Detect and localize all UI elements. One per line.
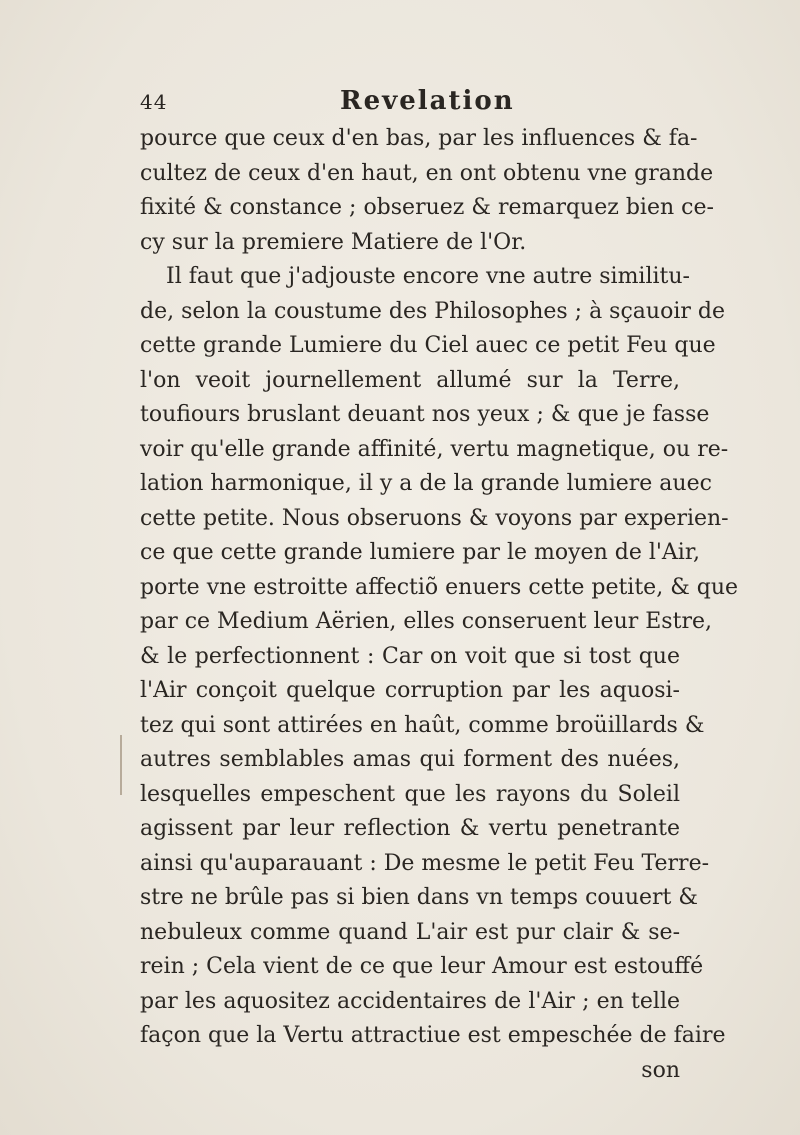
text-line: cy sur la premiere Matiere de l'Or. — [140, 229, 527, 255]
text-line: façon que la Vertu attractiue est empeschée de faire — [140, 1023, 726, 1048]
text-line: autres semblables amas qui forment des nuées, — [140, 747, 680, 772]
body-text — [140, 122, 739, 1088]
text-line: cultez de ceux d'en haut, en ont obtenu vne grande — [140, 160, 714, 186]
text-line: de, selon la coustume des Philosophes ; à sçauoir de — [140, 298, 725, 324]
text-line: agissent par leur reflection & vertu penetrante — [140, 816, 680, 841]
text-line: ce que cette grande lumiere par le moyen de l'Air, — [140, 540, 700, 565]
text-line: cette grande Lumiere du Ciel auec ce petit Feu que — [140, 333, 716, 358]
text-line: lesquelles empeschent que les rayons du Soleil — [140, 781, 680, 807]
text-line: lation harmonique, il y a de la grande lumiere auec — [140, 471, 712, 496]
catchword: son — [641, 1057, 680, 1083]
text-line: toufiours bruslant deuant nos yeux ; & que je fasse — [140, 402, 710, 427]
page-header — [140, 86, 680, 118]
text-line: voir qu'elle grande affinité, vertu magnetique, ou re- — [140, 436, 729, 462]
text-line: l'on veoit journellement allumé sur la Terre, — [140, 367, 680, 393]
text-line: porte vne estroitte affectiõ enuers cette petite, & que — [140, 574, 739, 600]
text-line: l'Air conçoit quelque corruption par les aquosi- — [140, 678, 680, 703]
text-line: cette petite. Nous obseruons & voyons par experien- — [140, 505, 729, 531]
text-line: nebuleux comme quand L'air est pur clair & se- — [140, 919, 680, 945]
text-line: par les aquositez accidentaires de l'Air ; en telle — [140, 988, 680, 1014]
text-line: & le perfectionnent : Car on voit que si tost que — [140, 643, 680, 669]
text-line: tez qui sont attirées en haût, comme broüillards & — [140, 712, 705, 738]
margin-mark — [120, 735, 122, 795]
text-line: rein ; Cela vient de ce que leur Amour est estouffé — [140, 954, 704, 979]
text-line: par ce Medium Aërien, elles conseruent leur Estre, — [140, 609, 712, 634]
text-line: stre ne brûle pas si bien dans vn temps couuert & — [140, 885, 698, 910]
text-line: pource que ceux d'en bas, par les influences & fa- — [140, 126, 698, 151]
running-head: Revelation — [340, 86, 515, 116]
text-line: Il faut que j'adjouste encore vne autre similitu- — [166, 264, 690, 289]
text-line: ainsi qu'auparauant : De mesme le petit Feu Terre- — [140, 850, 710, 876]
text-line: fixité & constance ; obseruez & remarquez bien ce- — [140, 195, 714, 220]
page-number: 44 — [140, 90, 168, 114]
